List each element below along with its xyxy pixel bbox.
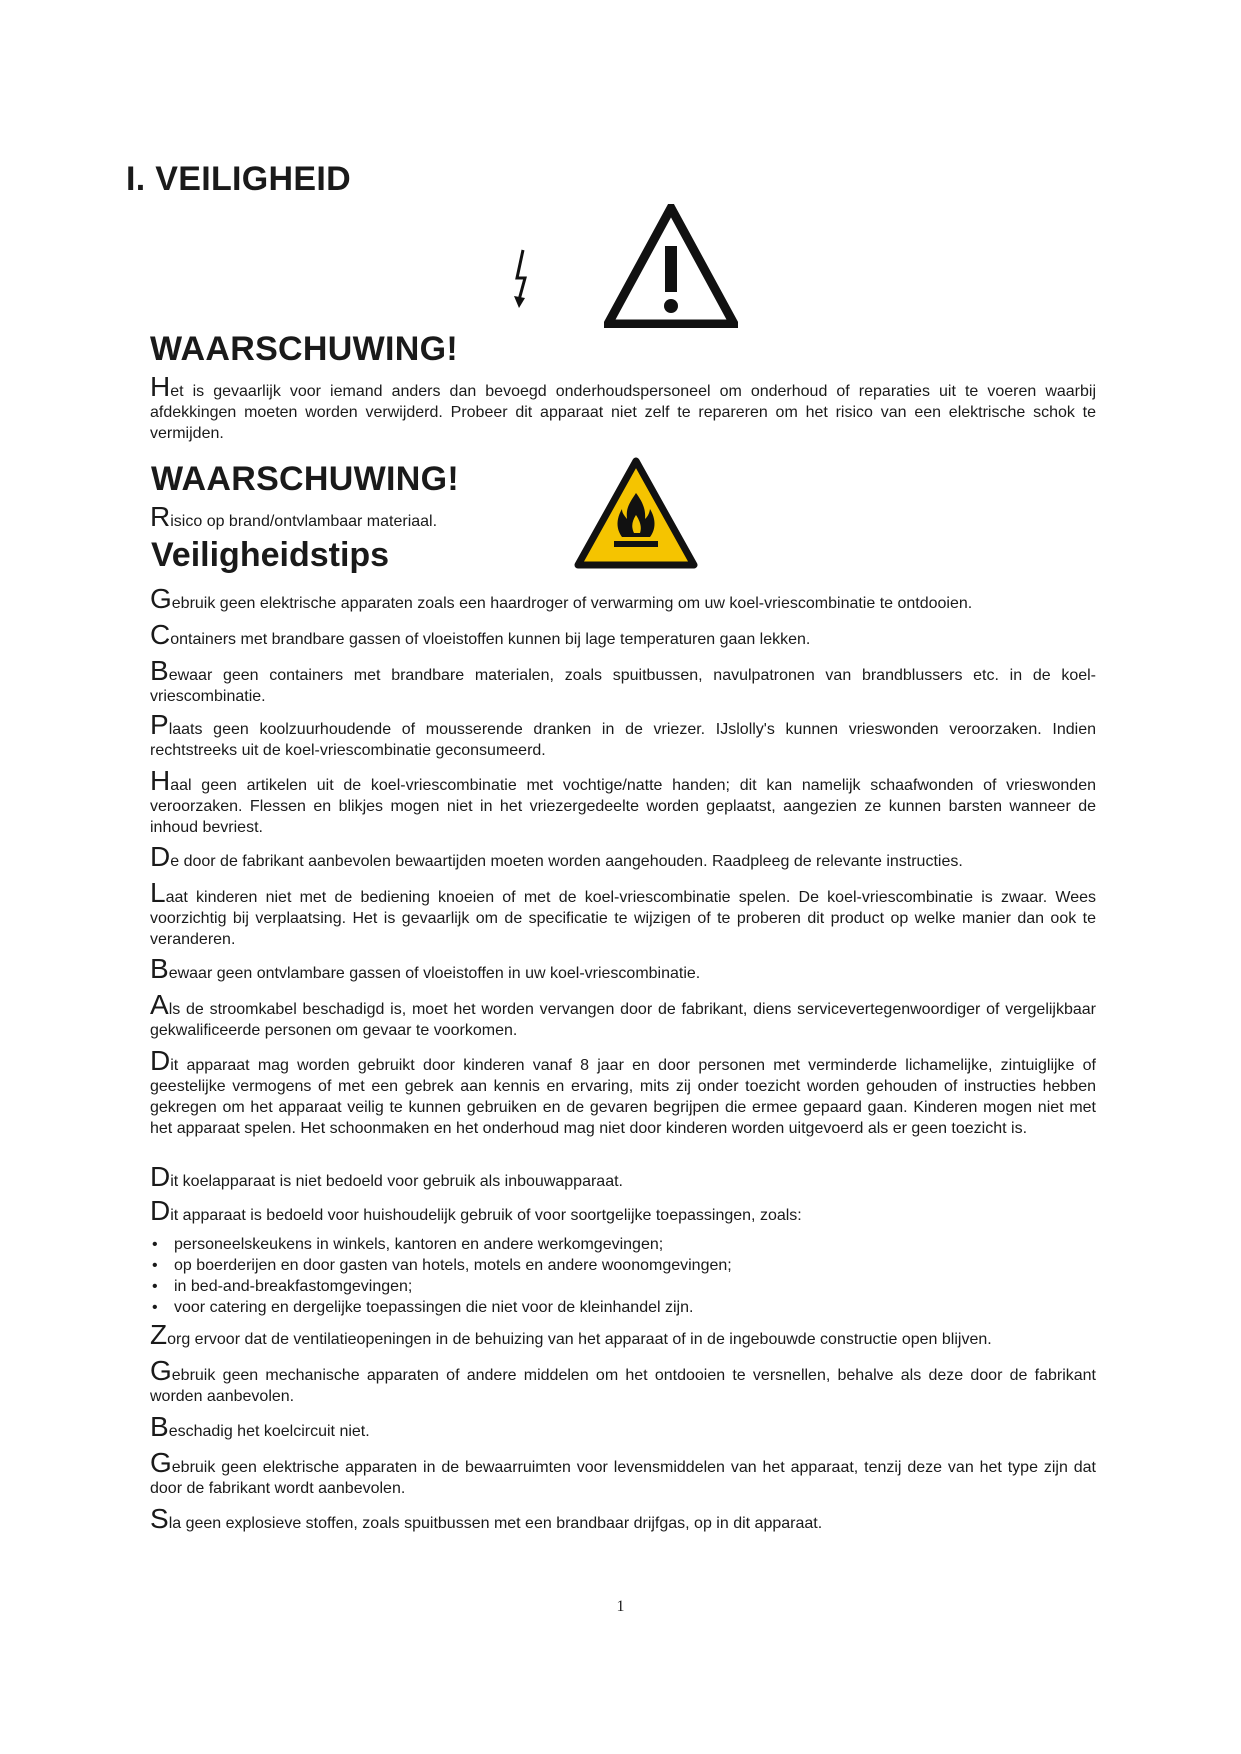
paragraph-text: it koelapparaat is niet bedoeld voor gebruik als inbouwapparaat. — [170, 1173, 623, 1190]
drop-cap: D — [150, 841, 171, 872]
tip-paragraph — [150, 1045, 1096, 1139]
paragraph-text: eschadig het koelcircuit niet. — [168, 1423, 370, 1440]
warning-heading-1: WAARSCHUWING! — [150, 330, 458, 368]
paragraph-text: ontainers met brandbare gassen of vloeistoffen kunnen bij lage temperaturen gaan lekken. — [170, 631, 811, 648]
chapter-title: I. VEILIGHEID — [126, 160, 351, 198]
paragraph-text: ewaar geen containers met brandbare materialen, zoals spuitbussen, navulpatronen van brandblussers etc. in de koel-vriescombinatie. — [150, 667, 1096, 705]
drop-cap: G — [150, 1447, 172, 1478]
drop-cap: B — [150, 1411, 169, 1442]
warning-triangle-icon — [604, 204, 738, 328]
electric-shock-icon — [510, 248, 536, 314]
drop-cap: C — [150, 619, 171, 650]
drop-cap: D — [150, 1195, 171, 1226]
drop-cap: P — [150, 709, 169, 740]
tip-paragraph — [150, 1195, 1096, 1226]
drop-cap: H — [150, 765, 171, 796]
safety-tips-heading: Veiligheidstips — [151, 536, 390, 574]
paragraph-text: ewaar geen ontvlambare gassen of vloeistoffen in uw koel-vriescombinatie. — [168, 965, 701, 982]
paragraph-text: ebruik geen elektrische apparaten zoals een haardroger of verwarming om uw koel-vriescombinatie te ontdooien. — [171, 595, 973, 612]
paragraph-text: aat kinderen niet met de bediening knoeien of met de koel-vriescombinatie spelen. De koel-vriescombinatie is zwaar. Wees voorzichtig bij verplaatsing. Het is gevaarlijk om de specificatie te wijzigen of te proberen dit product op welke manier dan ook te veranderen. — [150, 889, 1096, 948]
drop-cap: D — [150, 1161, 171, 1192]
drop-cap: Z — [150, 1319, 168, 1350]
drop-cap: S — [150, 1503, 169, 1534]
list-item: • personeelskeukens in winkels, kantoren en andere werkomgevingen; — [150, 1234, 1096, 1255]
tip-paragraph — [150, 1503, 1096, 1534]
drop-cap: D — [150, 1045, 171, 1076]
tip-paragraph — [150, 709, 1096, 761]
tip-paragraph — [150, 655, 1096, 707]
warning-heading-2: WAARSCHUWING! — [151, 460, 459, 498]
drop-cap: B — [150, 655, 169, 686]
tip-paragraph — [150, 989, 1096, 1041]
tip-paragraph — [150, 877, 1096, 950]
list-item: • voor catering en dergelijke toepassingen die niet voor de kleinhandel zijn. — [150, 1297, 1096, 1318]
intended-uses-list — [150, 1234, 1096, 1318]
paragraph-text: la geen explosieve stoffen, zoals spuitbussen met een brandbaar drijfgas, op in dit apparaat. — [168, 1515, 823, 1532]
paragraph-text: org ervoor dat de ventilatieopeningen in de behuizing van het apparaat of in de ingebouwde constructie open blijven. — [167, 1331, 992, 1348]
drop-cap: R — [150, 501, 171, 532]
tip-paragraph — [150, 1319, 1096, 1350]
drop-cap: L — [150, 877, 166, 908]
paragraph-text: it apparaat mag worden gebruikt door kinderen vanaf 8 jaar en door personen met verminderde lichamelijke, zintuiglijke of geestelijke vermogens of met een gebrek aan kennis en ervaring, mits zij onder toezicht worden gehouden of instructies hebben gekregen om het apparaat veilig te kunnen gebruiken en de gevaren begrijpen die ermee gepaard gaan. Kinderen mogen niet met het apparaat spelen. Het schoonmaken en het onderhoud mag niet door kinderen worden uitgevoerd als er geen toezicht is. — [150, 1057, 1096, 1137]
drop-cap: A — [150, 989, 169, 1020]
tip-paragraph — [150, 1411, 1096, 1442]
drop-cap: H — [150, 371, 171, 402]
tip-paragraph — [150, 583, 1096, 614]
drop-cap: G — [150, 1355, 172, 1386]
warning-text-1 — [150, 371, 1096, 444]
paragraph-text: it apparaat is bedoeld voor huishoudelijk gebruik of voor soortgelijke toepassingen, zoals: — [170, 1207, 802, 1224]
paragraph-text: laats geen koolzuurhoudende of mousserende dranken in de vriezer. IJslolly's kunnen vrieswonden veroorzaken. Indien rechtstreeks uit de koel-vriescombinatie geconsumeerd. — [150, 721, 1096, 759]
tip-paragraph — [150, 1447, 1096, 1499]
paragraph-text: ebruik geen elektrische apparaten in de bewaarruimten voor levensmiddelen van het apparaat, tenzij deze van het type zijn dat door de fabrikant wordt aanbevolen. — [150, 1459, 1096, 1497]
hazard-symbols — [500, 200, 760, 335]
paragraph-text: ebruik geen mechanische apparaten of andere middelen om het ontdooien te versnellen, behalve als deze door de fabrikant worden aanbevolen. — [150, 1367, 1096, 1405]
flammable-warning-icon — [574, 457, 698, 571]
list-item: • op boerderijen en door gasten van hotels, motels en andere woonomgevingen; — [150, 1255, 1096, 1276]
list-item: • in bed-and-breakfastomgevingen; — [150, 1276, 1096, 1297]
tip-paragraph — [150, 953, 1096, 984]
drop-cap: B — [150, 953, 169, 984]
paragraph-text: e door de fabrikant aanbevolen bewaartijden moeten worden aangehouden. Raadpleeg de relevante instructies. — [170, 853, 963, 870]
page-number: 1 — [616, 1598, 625, 1615]
paragraph-text: et is gevaarlijk voor iemand anders dan bevoegd onderhoudspersoneel om onderhoud of reparaties uit te voeren waarbij afdekkingen moeten worden verwijderd. Probeer dit apparaat niet zelf te repareren om het risico van een elektrische schok te vermijden. — [150, 383, 1096, 442]
paragraph-text: aal geen artikelen uit de koel-vriescombinatie met vochtige/natte handen; dit kan namelijk schaafwonden of vrieswonden veroorzaken. Flessen en blikjes mogen niet in het vriezergedeelte worden geplaatst, aangezien ze kunnen barsten wanneer de inhoud bevriest. — [150, 777, 1096, 836]
tip-paragraph — [150, 1355, 1096, 1407]
tip-paragraph — [150, 765, 1096, 838]
tip-paragraph — [150, 619, 1096, 650]
paragraph-text: ls de stroomkabel beschadigd is, moet het worden vervangen door de fabrikant, diens servicevertegenwoordiger of vergelijkbaar gekwalificeerde personen om gevaar te voorkomen. — [150, 1001, 1096, 1039]
tip-paragraph — [150, 1161, 1096, 1192]
tip-paragraph — [150, 841, 1096, 872]
drop-cap: G — [150, 583, 172, 614]
paragraph-text: isico op brand/ontvlambaar materiaal. — [170, 513, 438, 530]
